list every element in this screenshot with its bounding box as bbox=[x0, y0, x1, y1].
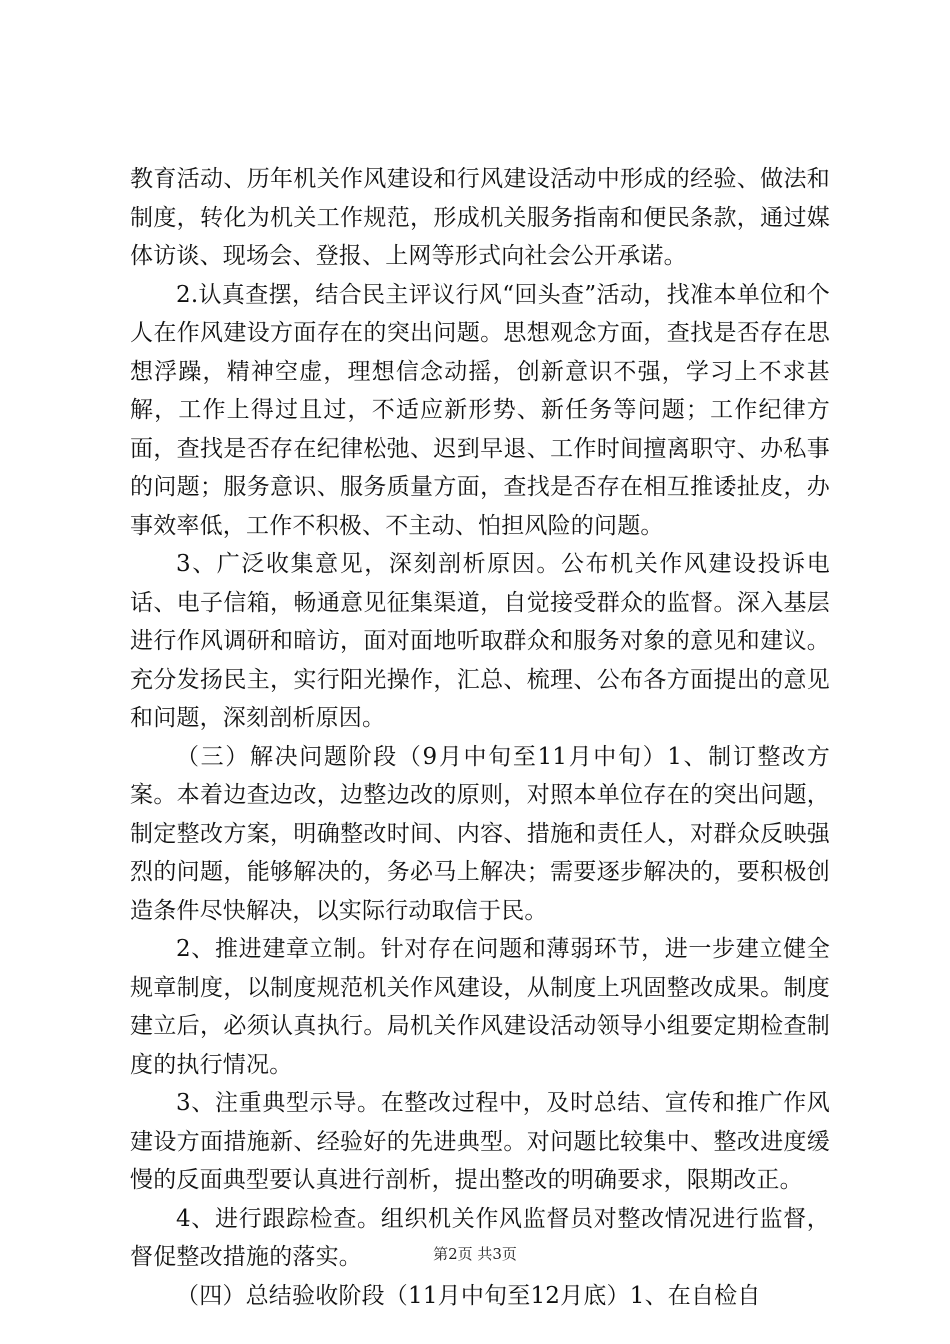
paragraph: （四）总结验收阶段（11月中旬至12月底）1、在自检自 bbox=[176, 1282, 761, 1309]
paragraph: 3、注重典型示导。在整改过程中，及时总结、宣传和推广作风建设方面措施新、经验好的先进典型。对问题比较集中、整改进度缓慢的反面典型要认真进行剖析，提出整改的明确要求，限期改正。 bbox=[130, 1090, 830, 1193]
page-footer: 第2页 共3页 bbox=[433, 1245, 517, 1263]
paragraph: （三）解决问题阶段（9月中旬至11月中旬）1、制订整改方案。本着边查边改，边整边改的原则，对照本单位存在的突出问题，制定整改方案，明确整改时间、内容、措施和责任人，对群众反映强烈的问题，能够解决的，务必马上解决；需要逐步解决的，要积极创造条件尽快解决，以实际行动取信于民。 bbox=[130, 743, 830, 924]
paragraph: 教育活动、历年机关作风建设和行风建设活动中形成的经验、做法和制度，转化为机关工作规范，形成机关服务指南和便民条款，通过媒体访谈、现场会、登报、上网等形式向社会公开承诺。 bbox=[130, 166, 830, 269]
paragraph: 4、进行跟踪检查。组织机关作风监督员对整改情况进行监督，督促整改措施的落实。 bbox=[130, 1205, 830, 1270]
document-body bbox=[130, 160, 830, 1315]
paragraph: 2、推进建章立制。针对存在问题和薄弱环节，进一步建立健全规章制度，以制度规范机关作风建设，从制度上巩固整改成果。制度建立后，必须认真执行。局机关作风建设活动领导小组要定期检查制度的执行情况。 bbox=[130, 936, 830, 1078]
paragraph: 2.认真查摆，结合民主评议行风“回头查”活动，找准本单位和个人在作风建设方面存在的突出问题。思想观念方面，查找是否存在思想浮躁，精神空虚，理想信念动摇，创新意识不强，学习上不求甚解，工作上得过且过，不适应新形势、新任务等问题；工作纪律方面，查找是否存在纪律松弛、迟到早退、工作时间擅离职守、办私事的问题；服务意识、服务质量方面，查找是否存在相互推诿扯皮，办事效率低，工作不积极、不主动、怕担风险的问题。 bbox=[130, 281, 830, 539]
paragraph: 3、广泛收集意见，深刻剖析原因。公布机关作风建设投诉电话、电子信箱，畅通意见征集渠道，自觉接受群众的监督。深入基层进行作风调研和暗访，面对面地听取群众和服务对象的意见和建议。充分发扬民主，实行阳光操作，汇总、梳理、公布各方面提出的意见和问题，深刻剖析原因。 bbox=[130, 551, 830, 731]
